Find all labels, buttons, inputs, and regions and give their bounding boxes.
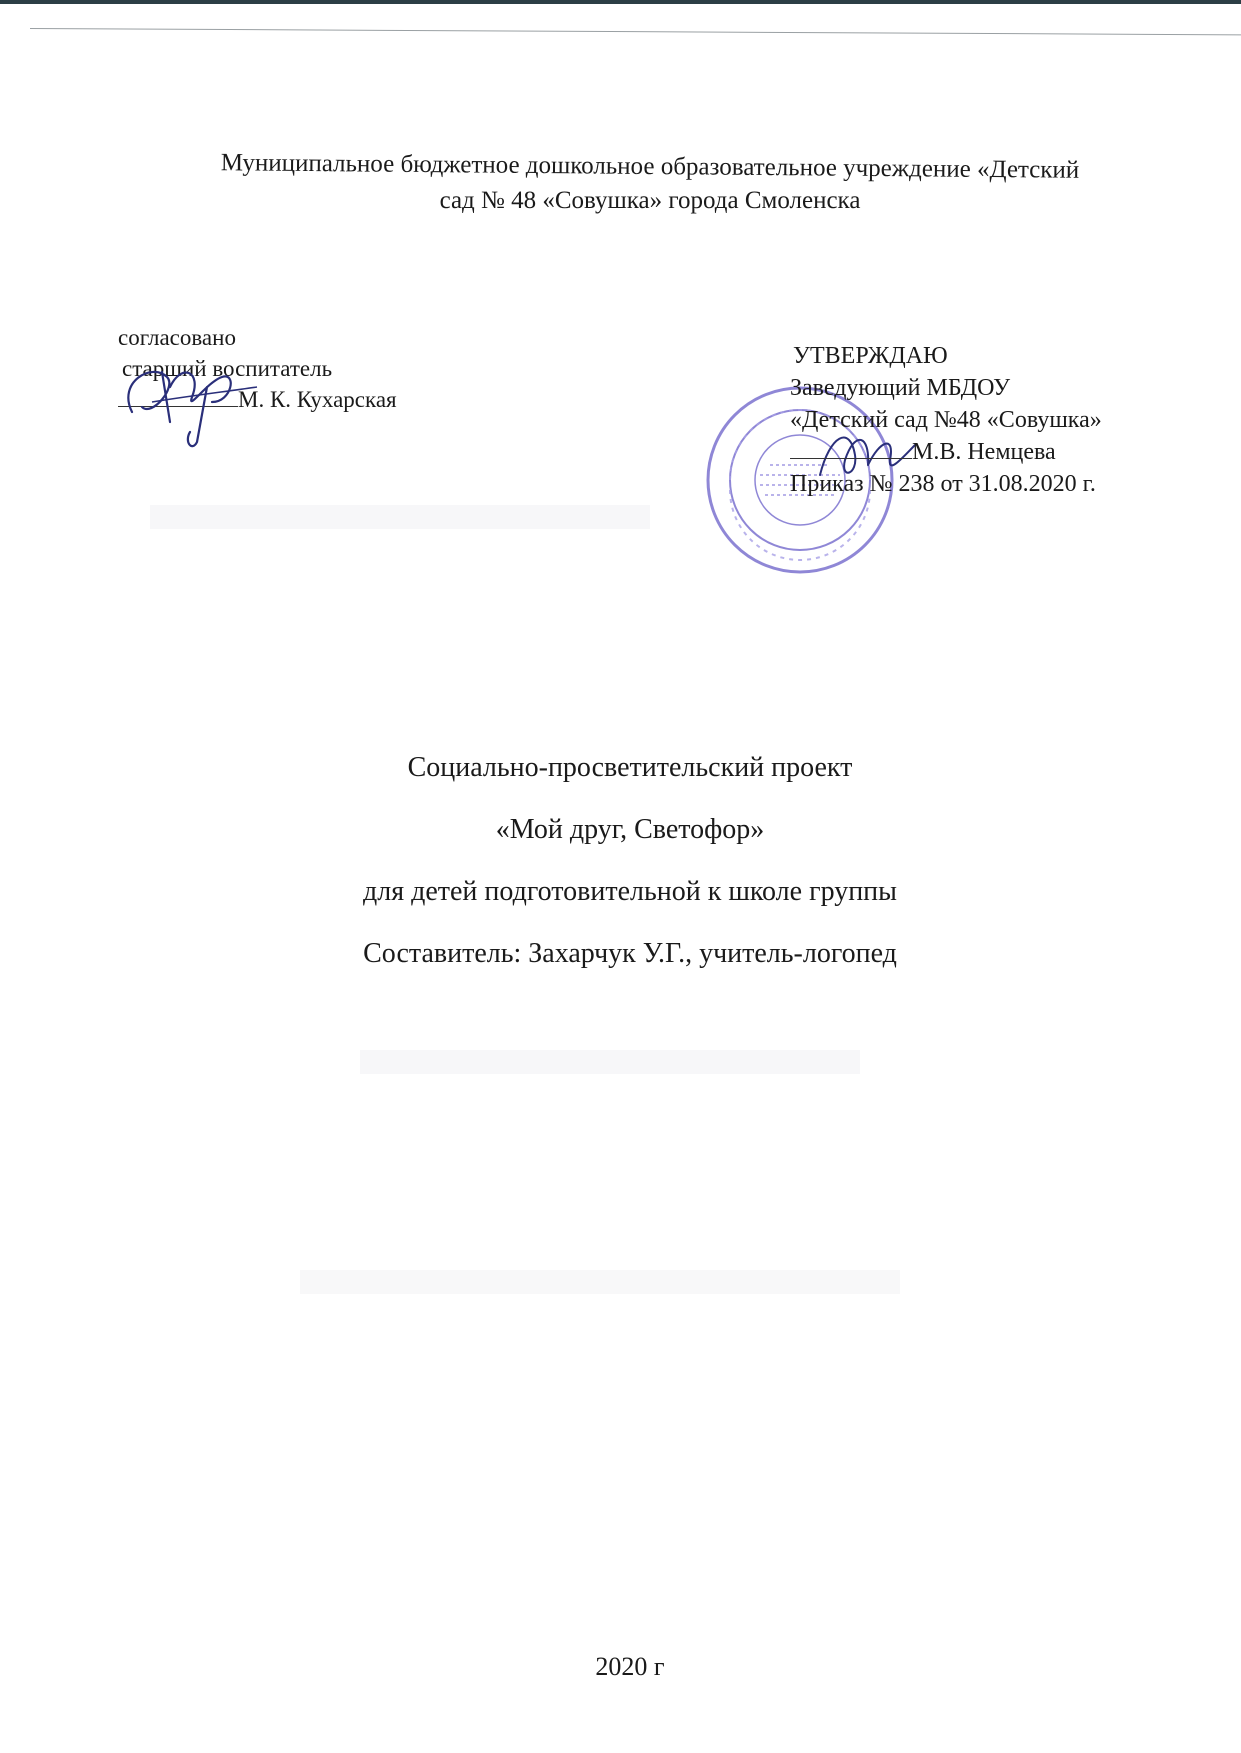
project-title-block [240, 737, 1020, 985]
document-year: 2020 г [595, 1652, 665, 1681]
organization-line-2: сад № 48 «Совушка» города Смоленска [439, 187, 861, 214]
show-through [300, 1270, 900, 1294]
signature-blank [790, 438, 912, 459]
approval-left-position: старший воспитатель [122, 356, 333, 381]
scan-edge [0, 0, 1241, 4]
approval-left-status: согласовано [118, 325, 236, 350]
show-through [150, 505, 650, 529]
scan-line [30, 28, 1241, 35]
approval-right-name: М.В. Немцева [912, 439, 1056, 465]
project-type: Социально-просветительский проект [407, 752, 853, 783]
organization-header [140, 150, 1160, 218]
approval-right [790, 340, 1210, 500]
project-author: Составитель: Захарчук У.Г., учитель-логопед [363, 938, 897, 969]
organization-line-1: Муниципальное бюджетное дошкольное образовательное учреждение «Детский [220, 149, 1080, 184]
approval-right-position: Заведующий МБДОУ [790, 375, 1011, 401]
signature-left-image [112, 342, 262, 452]
show-through [360, 1050, 860, 1074]
approval-right-signature-line [790, 436, 1210, 468]
approval-right-org: «Детский сад №48 «Совушка» [790, 407, 1102, 433]
project-title: «Мой друг, Светофор» [495, 814, 765, 845]
approval-right-heading: УТВЕРЖДАЮ [793, 343, 948, 369]
approval-right-order: Приказ № 238 от 31.08.2020 г. [790, 471, 1096, 497]
approval-left-name: М. К. Кухарская [238, 387, 397, 412]
project-audience: для детей подготовительной к школе группы [363, 876, 897, 907]
